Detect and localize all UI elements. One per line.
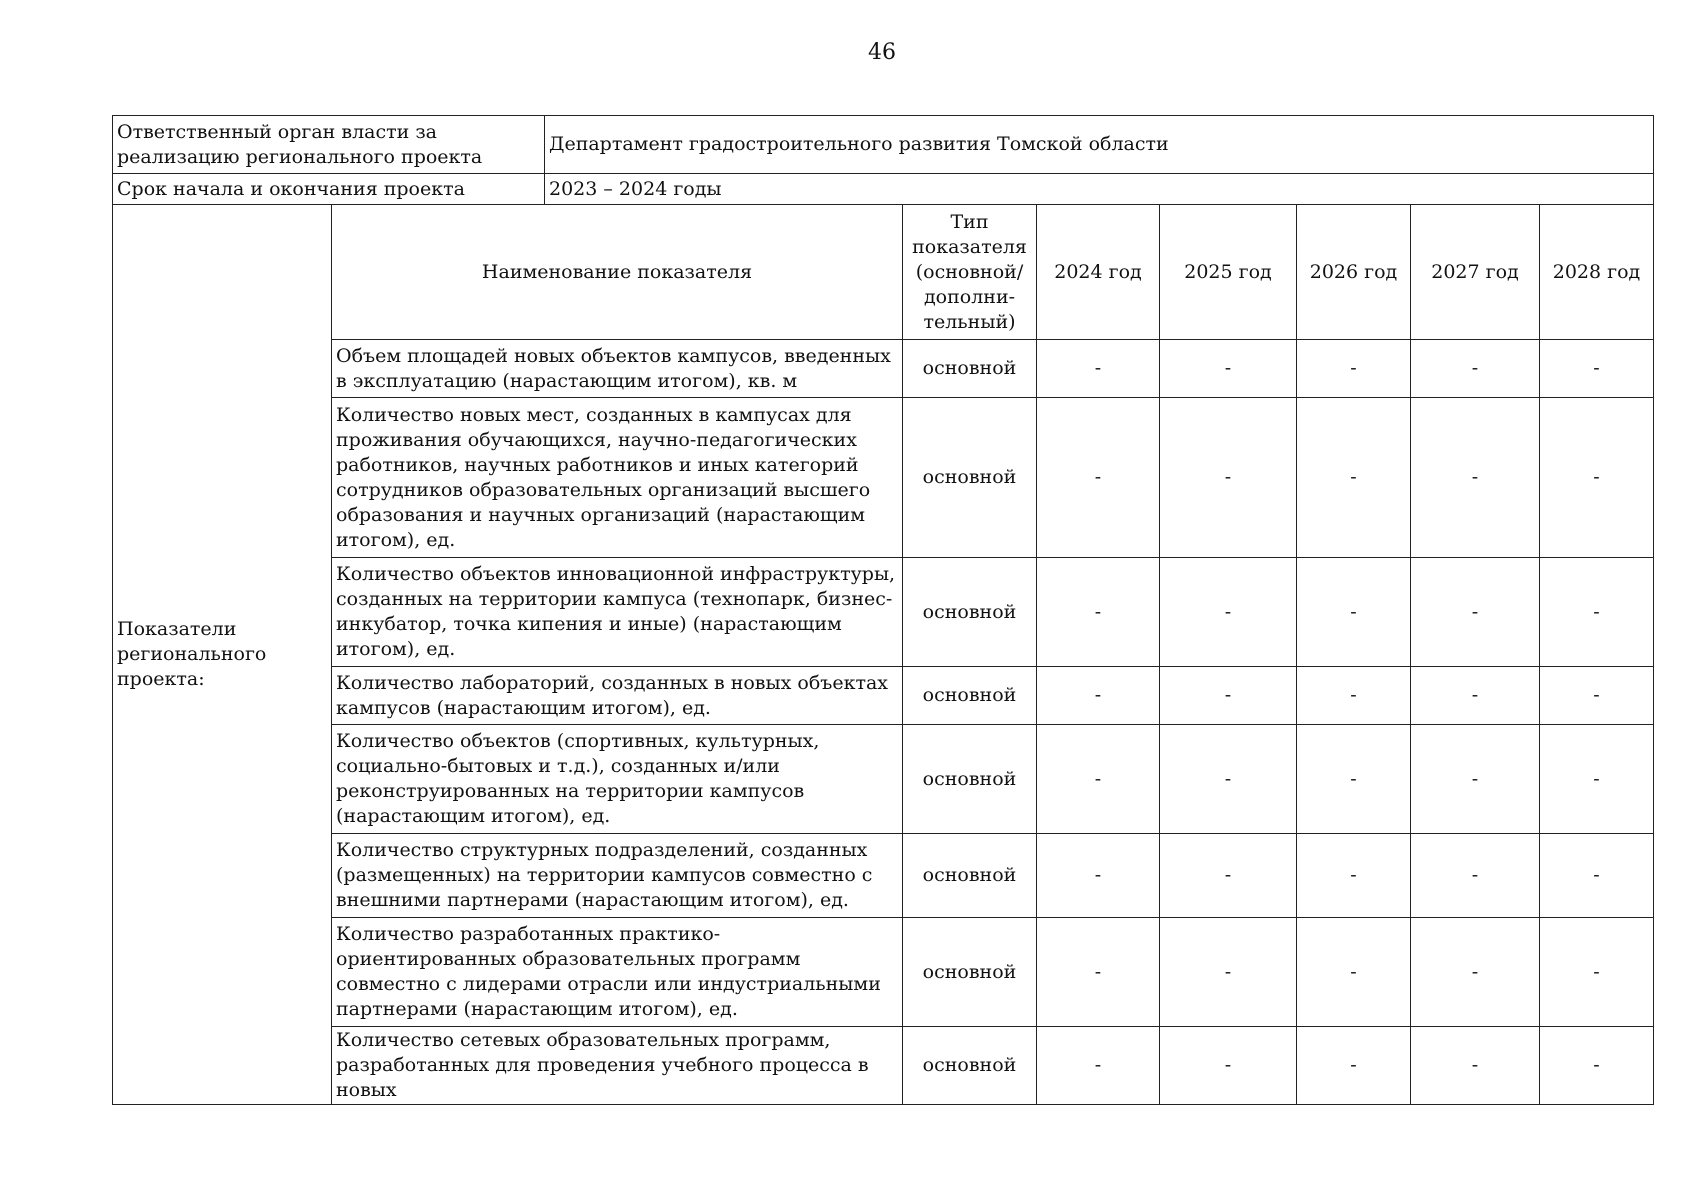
- period-label: Срок начала и окончания проекта: [113, 174, 545, 205]
- column-header-year: 2025 год: [1160, 205, 1297, 340]
- period-value: 2023 – 2024 годы: [545, 174, 1654, 205]
- indicator-name: Количество сетевых образовательных программ, разработанных для проведения учебного процесса в новых: [332, 1027, 903, 1105]
- indicator-value: -: [1411, 918, 1540, 1027]
- responsible-row: [113, 116, 1654, 174]
- indicator-value: -: [1037, 1027, 1160, 1105]
- indicator-value: -: [1160, 340, 1297, 398]
- indicator-type: основной: [903, 1027, 1037, 1105]
- indicator-value: -: [1540, 834, 1654, 918]
- indicator-value: -: [1297, 725, 1411, 834]
- responsible-value: Департамент градостроительного развития Томской области: [545, 116, 1654, 174]
- table-row: [113, 918, 1654, 1027]
- column-header-year: 2024 год: [1037, 205, 1160, 340]
- indicator-value: -: [1540, 918, 1654, 1027]
- period-row: [113, 174, 1654, 205]
- responsible-label: Ответственный орган власти за реализацию регионального проекта: [113, 116, 545, 174]
- indicator-value: -: [1540, 725, 1654, 834]
- indicator-value: -: [1160, 834, 1297, 918]
- indicator-value: -: [1160, 667, 1297, 725]
- table-row: [113, 725, 1654, 834]
- column-header-name: Наименование показателя: [332, 205, 903, 340]
- indicator-value: -: [1297, 340, 1411, 398]
- indicator-value: -: [1297, 667, 1411, 725]
- indicator-value: -: [1540, 667, 1654, 725]
- indicator-name: Количество структурных подразделений, созданных (размещенных) на территории кампусов совместно с внешними партнерами (нарастающим итогом), ед.: [332, 834, 903, 918]
- indicator-value: -: [1160, 725, 1297, 834]
- column-header-row: [113, 205, 1654, 340]
- indicator-name: Объем площадей новых объектов кампусов, введенных в эксплуатацию (нарастающим итогом), кв. м: [332, 340, 903, 398]
- indicator-value: -: [1540, 1027, 1654, 1105]
- indicator-value: -: [1297, 1027, 1411, 1105]
- column-header-year: 2027 год: [1411, 205, 1540, 340]
- indicator-value: -: [1160, 558, 1297, 667]
- indicator-type: основной: [903, 398, 1037, 558]
- indicator-value: -: [1297, 558, 1411, 667]
- indicator-value: -: [1160, 918, 1297, 1027]
- indicator-value: -: [1297, 918, 1411, 1027]
- indicator-value: -: [1037, 558, 1160, 667]
- indicator-name: Количество разработанных практико-ориентированных образовательных программ совместно с лидерами отрасли или индустриальными партнерами (нарастающим итогом), ед.: [332, 918, 903, 1027]
- indicator-value: -: [1037, 340, 1160, 398]
- page-number: 46: [868, 40, 896, 65]
- indicator-value: -: [1411, 725, 1540, 834]
- indicator-value: -: [1540, 340, 1654, 398]
- table-row: [113, 667, 1654, 725]
- indicator-name: Количество новых мест, созданных в кампусах для проживания обучающихся, научно-педагогических работников, научных работников и иных категорий сотрудников образовательных организаций высшего образования и научных организаций (нарастающим итогом), ед.: [332, 398, 903, 558]
- column-header-type: Тип показателя (основной/ дополни-тельный): [903, 205, 1037, 340]
- indicator-value: -: [1037, 834, 1160, 918]
- indicator-type: основной: [903, 340, 1037, 398]
- table-row: [113, 558, 1654, 667]
- indicator-type: основной: [903, 834, 1037, 918]
- indicator-value: -: [1160, 398, 1297, 558]
- indicator-value: -: [1411, 667, 1540, 725]
- table-row: [113, 398, 1654, 558]
- indicator-value: -: [1411, 558, 1540, 667]
- project-table: [112, 115, 1654, 1105]
- indicator-value: -: [1297, 398, 1411, 558]
- indicator-value: -: [1540, 558, 1654, 667]
- indicator-type: основной: [903, 918, 1037, 1027]
- indicator-value: -: [1411, 340, 1540, 398]
- indicator-value: -: [1037, 918, 1160, 1027]
- indicator-type: основной: [903, 667, 1037, 725]
- indicator-value: -: [1297, 834, 1411, 918]
- indicator-type: основной: [903, 725, 1037, 834]
- table-row: [113, 1027, 1654, 1105]
- indicator-value: -: [1160, 1027, 1297, 1105]
- indicator-name: Количество объектов (спортивных, культурных, социально-бытовых и т.д.), созданных и/или реконструированных на территории кампусов (нарастающим итогом), ед.: [332, 725, 903, 834]
- column-header-year: 2026 год: [1297, 205, 1411, 340]
- indicator-value: -: [1411, 1027, 1540, 1105]
- indicator-value: -: [1411, 834, 1540, 918]
- indicator-name: Количество объектов инновационной инфраструктуры, созданных на территории кампуса (технопарк, бизнес-инкубатор, точка кипения и иные) (нарастающим итогом), ед.: [332, 558, 903, 667]
- indicator-value: -: [1411, 398, 1540, 558]
- indicator-name: Количество лабораторий, созданных в новых объектах кампусов (нарастающим итогом), ед.: [332, 667, 903, 725]
- indicator-value: -: [1037, 725, 1160, 834]
- indicator-value: -: [1037, 667, 1160, 725]
- indicator-type: основной: [903, 558, 1037, 667]
- column-header-year: 2028 год: [1540, 205, 1654, 340]
- indicators-label: Показатели регионального проекта:: [113, 205, 332, 1105]
- table-row: [113, 834, 1654, 918]
- table-row: [113, 340, 1654, 398]
- indicator-value: -: [1540, 398, 1654, 558]
- indicator-value: -: [1037, 398, 1160, 558]
